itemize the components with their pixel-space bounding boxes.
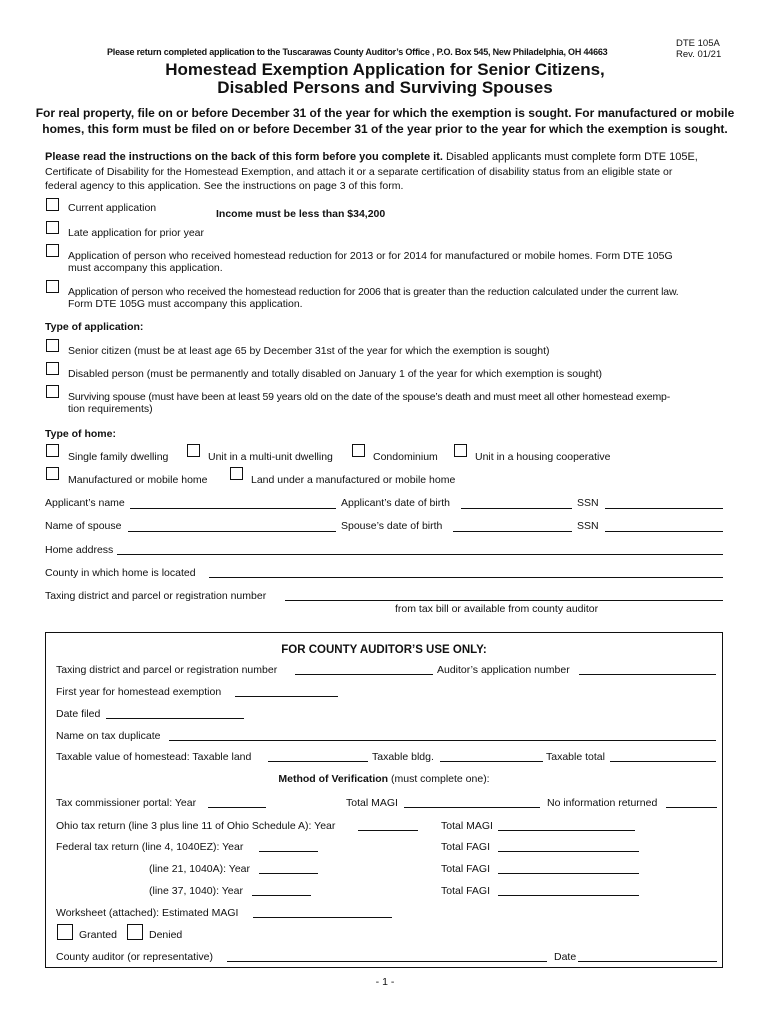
- type-of-application-heading: Type of application:: [45, 321, 144, 333]
- federal-1040ez-fagi-label: Total FAGI: [441, 841, 491, 853]
- page-subtitle: Disabled Persons and Surviving Spouses: [217, 78, 553, 97]
- land-under-mobile-home-checkbox[interactable]: [230, 467, 243, 480]
- housing-cooperative-label: Unit in a housing cooperative: [475, 451, 611, 463]
- ohio-return-year-field[interactable]: [358, 830, 418, 831]
- county-label: County in which home is located: [45, 567, 196, 579]
- filing-deadline-line2: homes, this form must be filed on or before December 31 of the year prior to the year for which the exemption is sought.: [42, 122, 728, 136]
- taxable-bldg-field[interactable]: [440, 761, 543, 762]
- disabled-person-checkbox[interactable]: [46, 362, 59, 375]
- ohio-return-year-label: Ohio tax return (line 3 plus line 11 of Ohio Schedule A): Year: [56, 820, 336, 832]
- no-info-returned-field[interactable]: [666, 807, 717, 808]
- applicant-name-field[interactable]: [130, 508, 336, 509]
- type-of-home-heading: Type of home:: [45, 428, 116, 440]
- county-auditor-signature-label: County auditor (or representative): [56, 951, 213, 963]
- worksheet-magi-label: Worksheet (attached): Estimated MAGI: [56, 907, 239, 919]
- land-under-mobile-home-label: Land under a manufactured or mobile home: [251, 474, 456, 486]
- federal-1040ez-year-field[interactable]: [259, 851, 318, 852]
- page-title: Homestead Exemption Application for Senior Citizens,: [165, 60, 605, 79]
- multi-unit-label: Unit in a multi-unit dwelling: [208, 451, 333, 463]
- instructions-line1-rest: Disabled applicants must complete form DTE 105E,: [442, 151, 698, 163]
- auditor-parcel-field[interactable]: [295, 674, 433, 675]
- tax-duplicate-name-label: Name on tax duplicate: [56, 730, 161, 742]
- spouse-dob-label: Spouse’s date of birth: [341, 520, 443, 532]
- page-number: - 1 -: [375, 976, 395, 988]
- applicant-dob-label: Applicant’s date of birth: [341, 497, 450, 509]
- federal-1040-year-label: (line 37, 1040): Year: [149, 885, 243, 897]
- portal-magi-field[interactable]: [404, 807, 540, 808]
- federal-1040a-year-field[interactable]: [259, 873, 318, 874]
- federal-1040ez-fagi-field[interactable]: [498, 851, 639, 852]
- instructions-line3: federal agency to this application. See the instructions on page 3 of this form.: [45, 180, 404, 192]
- prior-2006-application-checkbox[interactable]: [46, 280, 59, 293]
- ohio-magi-field[interactable]: [498, 830, 635, 831]
- senior-citizen-label: Senior citizen (must be at least age 65 by December 31st of the year for which the exemption is sought): [68, 345, 550, 357]
- federal-1040-fagi-field[interactable]: [498, 895, 639, 896]
- surviving-spouse-label-line1: Surviving spouse (must have been at least 59 years old on the date of the spouse’s death and must meet all other homestead exemp-: [68, 391, 671, 403]
- taxable-total-label: Taxable total: [546, 751, 605, 763]
- multi-unit-checkbox[interactable]: [187, 444, 200, 457]
- spouse-ssn-label: SSN: [577, 520, 599, 532]
- parcel-number-note: from tax bill or available from county auditor: [395, 603, 599, 615]
- no-info-returned-label: No information returned: [547, 797, 658, 809]
- form-revision: Rev. 01/21: [676, 49, 722, 60]
- instructions-bold: Please read the instructions on the back of this form before you complete it.: [45, 151, 443, 163]
- filing-deadline-line1: For real property, file on or before December 31 of the year for which the exemption is sought. For manufactured or mobile: [35, 106, 735, 120]
- mobile-home-checkbox[interactable]: [46, 467, 59, 480]
- mobile-home-label: Manufactured or mobile home: [68, 474, 208, 486]
- late-application-label: Late application for prior year: [68, 227, 204, 239]
- prior-2013-label-line1: Application of person who received homestead reduction for 2013 or for 2014 for manufactured or mobile homes. Form DTE 105G: [68, 250, 673, 262]
- late-application-checkbox[interactable]: [46, 221, 59, 234]
- county-field[interactable]: [209, 577, 723, 578]
- taxable-land-label: Taxable value of homestead: Taxable land: [56, 751, 252, 763]
- granted-checkbox[interactable]: [57, 924, 73, 940]
- verification-method-heading: [45, 773, 723, 785]
- single-family-checkbox[interactable]: [46, 444, 59, 457]
- federal-1040a-year-label: (line 21, 1040A): Year: [149, 863, 250, 875]
- applicant-ssn-field[interactable]: [605, 508, 723, 509]
- current-application-label: Current application: [68, 202, 157, 214]
- current-application-checkbox[interactable]: [46, 198, 59, 211]
- parcel-number-field[interactable]: [285, 600, 723, 601]
- ohio-magi-label: Total MAGI: [441, 820, 493, 832]
- first-year-field[interactable]: [235, 696, 338, 697]
- federal-1040ez-year-label: Federal tax return (line 4, 1040EZ): Year: [56, 841, 244, 853]
- prior-2013-application-checkbox[interactable]: [46, 244, 59, 257]
- form-id: DTE 105A: [676, 38, 720, 49]
- applicant-dob-field[interactable]: [461, 508, 572, 509]
- spouse-dob-field[interactable]: [453, 531, 572, 532]
- prior-2013-label-line2: must accompany this application.: [68, 262, 223, 274]
- spouse-name-field[interactable]: [128, 531, 336, 532]
- condominium-checkbox[interactable]: [352, 444, 365, 457]
- portal-magi-label: Total MAGI: [346, 797, 398, 809]
- worksheet-magi-field[interactable]: [253, 917, 392, 918]
- parcel-number-label: Taxing district and parcel or registration number: [45, 590, 267, 602]
- federal-1040a-fagi-field[interactable]: [498, 873, 639, 874]
- verification-method-bold: Method of Verification: [278, 773, 389, 785]
- applicant-ssn-label: SSN: [577, 497, 599, 509]
- taxable-total-field[interactable]: [610, 761, 716, 762]
- taxable-bldg-label: Taxable bldg.: [372, 751, 434, 763]
- instructions-line2: Certificate of Disability for the Homestead Exemption, and attach it or a separate certification of disability status from an eligible state or: [45, 166, 673, 178]
- income-limit-note: Income must be less than $34,200: [216, 208, 386, 220]
- auditor-parcel-label: Taxing district and parcel or registration number: [56, 664, 278, 676]
- housing-cooperative-checkbox[interactable]: [454, 444, 467, 457]
- auditor-app-number-label: Auditor’s application number: [437, 664, 570, 676]
- surviving-spouse-checkbox[interactable]: [46, 385, 59, 398]
- spouse-ssn-field[interactable]: [605, 531, 723, 532]
- auditor-date-field[interactable]: [578, 961, 717, 962]
- home-address-label: Home address: [45, 544, 114, 556]
- granted-label: Granted: [79, 929, 117, 941]
- prior-2006-label-line2: Form DTE 105G must accompany this application.: [68, 298, 303, 310]
- condominium-label: Condominium: [373, 451, 438, 463]
- county-auditor-signature-field[interactable]: [227, 961, 547, 962]
- instructions-line1: [45, 151, 698, 163]
- tax-duplicate-name-field[interactable]: [169, 740, 716, 741]
- date-filed-field[interactable]: [106, 718, 244, 719]
- auditor-section-heading: FOR COUNTY AUDITOR’S USE ONLY:: [281, 644, 487, 656]
- applicant-name-label: Applicant’s name: [45, 497, 125, 509]
- home-address-field[interactable]: [117, 554, 723, 555]
- date-filed-label: Date filed: [56, 708, 101, 720]
- single-family-label: Single family dwelling: [68, 451, 169, 463]
- auditor-date-label: Date: [554, 951, 577, 963]
- portal-year-label: Tax commissioner portal: Year: [56, 797, 197, 809]
- federal-1040a-fagi-label: Total FAGI: [441, 863, 491, 875]
- denied-checkbox[interactable]: [127, 924, 143, 940]
- federal-1040-year-field[interactable]: [252, 895, 311, 896]
- return-notice: Please return completed application to the Tuscarawas County Auditor’s Office , P.O. Box 545, New Philadelphia, OH 44663: [107, 47, 608, 57]
- verification-method-rest: (must complete one):: [388, 773, 490, 785]
- auditor-app-number-field[interactable]: [579, 674, 716, 675]
- prior-2006-label-line1: Application of person who received the homestead reduction for 2006 that is greater than the reduction calculated under the current law.: [68, 286, 679, 298]
- taxable-land-field[interactable]: [268, 761, 368, 762]
- spouse-name-label: Name of spouse: [45, 520, 122, 532]
- denied-label: Denied: [149, 929, 183, 941]
- first-year-label: First year for homestead exemption: [56, 686, 222, 698]
- federal-1040-fagi-label: Total FAGI: [441, 885, 491, 897]
- senior-citizen-checkbox[interactable]: [46, 339, 59, 352]
- disabled-person-label: Disabled person (must be permanently and totally disabled on January 1 of the year for which exemption is sought): [68, 368, 603, 380]
- surviving-spouse-label-line2: tion requirements): [68, 403, 153, 415]
- portal-year-field[interactable]: [208, 807, 266, 808]
